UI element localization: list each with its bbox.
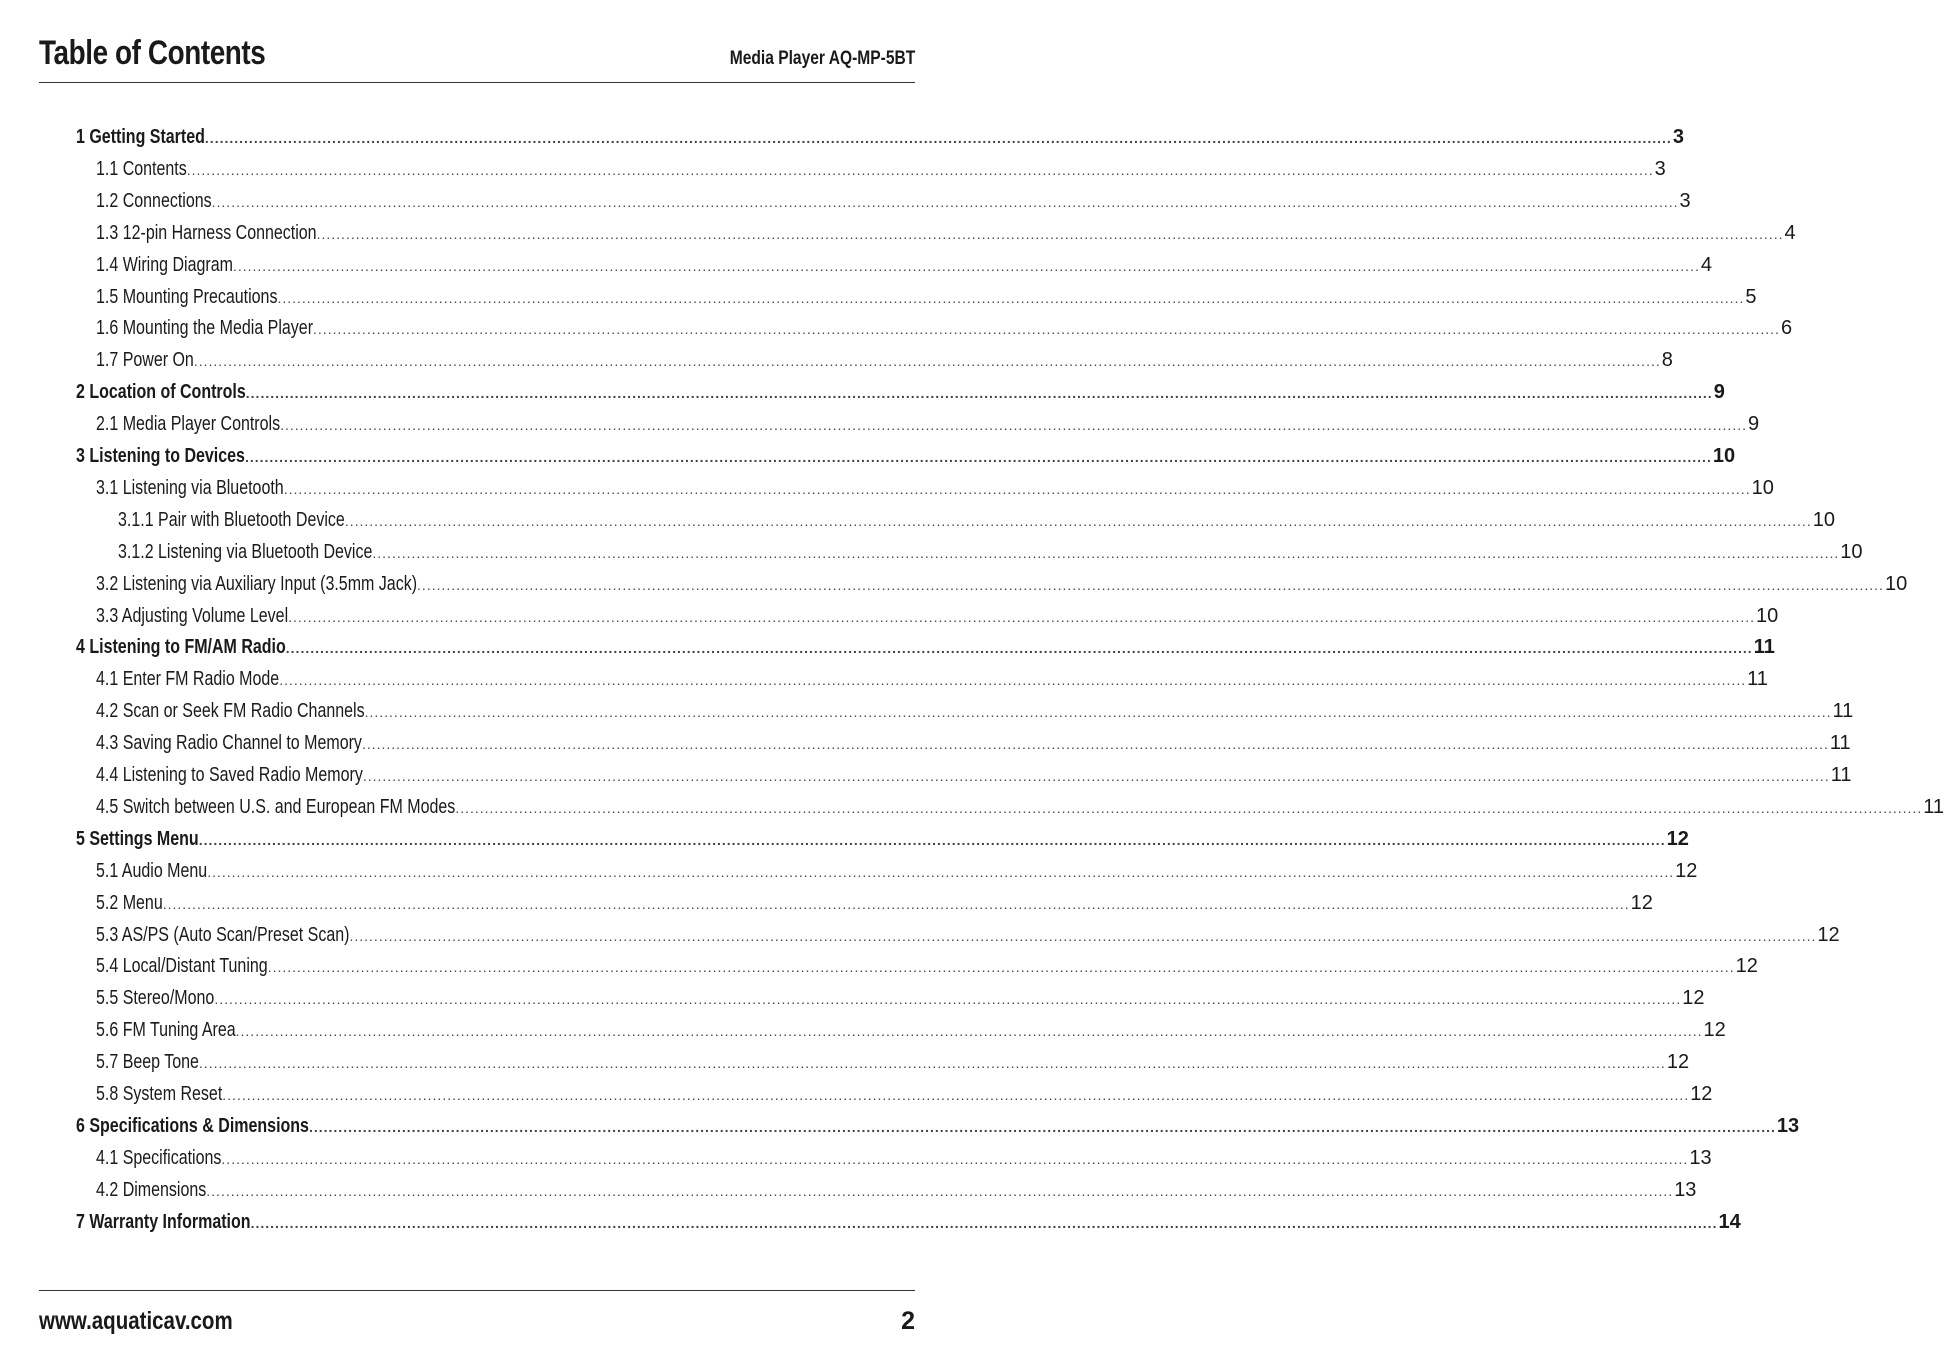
- toc-dot-leader: ............................................................................................................................................................................................................................................................................................................: [221, 1150, 1689, 1167]
- toc-dot-leader: ............................................................................................................................................................................................................................................................................................................: [364, 704, 1832, 721]
- toc-entry-page: 11: [1829, 732, 1851, 755]
- toc-entry-page: 12: [1675, 859, 1698, 882]
- product-name: Media Player AQ-MP-5BT: [729, 48, 915, 69]
- toc-entry[interactable]: [96, 791, 1944, 823]
- toc-entry-label: 4.2 Scan or Seek FM Radio Channels: [96, 700, 365, 723]
- toc-entry-label: 6 Specifications & Dimensions: [76, 1114, 309, 1137]
- toc-dot-leader: ............................................................................................................................................................................................................................................................................................................: [235, 1023, 1703, 1040]
- toc-dot-leader: ............................................................................................................................................................................................................................................................................................................: [313, 321, 1780, 338]
- toc-entry-label: 3 Listening to Devices: [76, 445, 245, 467]
- toc-entry-label: 5.3 AS/PS (Auto Scan/Preset Scan): [96, 923, 350, 946]
- toc-entry-label: 1 Getting Started: [76, 126, 205, 148]
- toc-entry-page: 6: [1780, 317, 1793, 340]
- toc-entry[interactable]: [76, 121, 1684, 153]
- toc-entry[interactable]: [118, 504, 1835, 536]
- toc-dot-leader: ............................................................................................................................................................................................................................................................................................................: [214, 991, 1682, 1008]
- toc-entry-label: 1.4 Wiring Diagram: [96, 253, 233, 276]
- toc-entry-page: 11: [1832, 700, 1854, 723]
- toc-entry-page: 11: [1830, 764, 1852, 786]
- toc-entry-label: 7 Warranty Information: [76, 1210, 251, 1233]
- toc-entry[interactable]: [96, 249, 1712, 281]
- toc-entry-page: 12: [1630, 891, 1653, 914]
- toc-entry[interactable]: [96, 1174, 1697, 1206]
- toc-entry-page: 12: [1817, 923, 1840, 946]
- toc-entry-label: 1.7 Power On: [96, 349, 194, 372]
- toc-entry-page: 13: [1674, 1178, 1697, 1201]
- toc-entry-page: 12: [1703, 1019, 1726, 1042]
- toc-dot-leader: ............................................................................................................................................................................................................................................................................................................: [285, 640, 1753, 657]
- toc-entry-label: 4.1 Enter FM Radio Mode: [96, 668, 280, 691]
- toc-dot-leader: ............................................................................................................................................................................................................................................................................................................: [344, 512, 1812, 529]
- toc-entry-page: 3: [1654, 157, 1666, 180]
- page-number: 2: [901, 1307, 915, 1335]
- toc-entry-label: 1.2 Connections: [96, 189, 212, 212]
- toc-entry-page: 12: [1666, 827, 1689, 850]
- page-footer: [39, 1290, 915, 1341]
- toc-entry[interactable]: [96, 663, 1768, 695]
- toc-entry[interactable]: [76, 1110, 1800, 1142]
- toc-entry-label: 5 Settings Menu: [76, 827, 199, 850]
- toc-entry-label: 1.1 Contents: [96, 157, 187, 180]
- toc-entry-label: 5.8 System Reset: [96, 1083, 223, 1105]
- toc-entry-page: 10: [1756, 604, 1779, 627]
- toc-dot-leader: ............................................................................................................................................................................................................................................................................................................: [193, 353, 1661, 370]
- toc-dot-leader: ............................................................................................................................................................................................................................................................................................................: [283, 480, 1751, 497]
- toc-entry-label: 5.5 Stereo/Mono: [96, 987, 215, 1010]
- toc-entry[interactable]: [96, 600, 1779, 632]
- toc-entry-label: 2 Location of Controls: [76, 381, 246, 404]
- toc-entry-label: 4.2 Dimensions: [96, 1178, 207, 1201]
- toc-entry-page: 3: [1672, 126, 1684, 148]
- toc-entry-page: 13: [1689, 1146, 1712, 1169]
- toc-entry[interactable]: [96, 1078, 1713, 1110]
- toc-entry[interactable]: [96, 472, 1774, 504]
- toc-entry[interactable]: [96, 312, 1793, 344]
- toc-dot-leader: ............................................................................................................................................................................................................................................................................................................: [207, 863, 1675, 880]
- toc-entry-page: 3: [1679, 189, 1691, 212]
- toc-dot-leader: ............................................................................................................................................................................................................................................................................................................: [362, 768, 1830, 784]
- toc-dot-leader: ............................................................................................................................................................................................................................................................................................................: [206, 1182, 1674, 1199]
- toc-entry[interactable]: [76, 1206, 1741, 1238]
- toc-entry-page: 4: [1700, 253, 1712, 276]
- toc-entry-label: 4.1 Specifications: [96, 1146, 222, 1169]
- toc-entry-page: 9: [1748, 413, 1760, 436]
- toc-entry-label: 4.5 Switch between U.S. and European FM Modes: [96, 795, 456, 818]
- toc-entry-page: 10: [1812, 508, 1835, 531]
- toc-entry-page: 11: [1923, 795, 1944, 818]
- toc-entry[interactable]: [96, 1142, 1712, 1174]
- toc-dot-leader: ............................................................................................................................................................................................................................................................................................................: [279, 672, 1747, 689]
- toc-dot-leader: ............................................................................................................................................................................................................................................................................................................: [245, 385, 1713, 402]
- toc-entry[interactable]: [76, 440, 1736, 472]
- toc-entry[interactable]: [96, 281, 1757, 313]
- toc-entry[interactable]: [96, 153, 1666, 185]
- toc-entry-page: 12: [1666, 1051, 1690, 1074]
- toc-entry-page: 10: [1751, 476, 1774, 499]
- toc-entry[interactable]: [118, 536, 1863, 568]
- toc-entry[interactable]: [96, 919, 1840, 951]
- toc-entry-page: 12: [1735, 955, 1758, 978]
- toc-dot-leader: ............................................................................................................................................................................................................................................................................................................: [222, 1087, 1690, 1103]
- toc-entry-page: 10: [1712, 445, 1736, 467]
- page-title: Table of Contents: [39, 34, 266, 72]
- toc-entry[interactable]: [96, 344, 1673, 376]
- toc-entry[interactable]: [76, 823, 1689, 855]
- toc-entry-page: 14: [1718, 1210, 1741, 1233]
- toc-entry-label: 4 Listening to FM/AM Radio: [76, 636, 286, 659]
- toc-entry-label: 5.4 Local/Distant Tuning: [96, 955, 268, 978]
- toc-entry-label: 2.1 Media Player Controls: [96, 413, 281, 436]
- toc-entry[interactable]: [96, 217, 1796, 249]
- toc-entry-label: 4.3 Saving Radio Channel to Memory: [96, 732, 362, 755]
- toc-entry-label: 3.2 Listening via Auxiliary Input (3.5mm Jack): [96, 572, 418, 595]
- toc-dot-leader: ............................................................................................................................................................................................................................................................................................................: [232, 257, 1700, 274]
- toc-entry[interactable]: [76, 631, 1775, 663]
- toc-entry-label: 3.1.1 Pair with Bluetooth Device: [118, 508, 345, 531]
- toc-dot-leader: ............................................................................................................................................................................................................................................................................................................: [211, 193, 1679, 210]
- toc-entry[interactable]: [96, 759, 1852, 791]
- toc-entry-label: 5.7 Beep Tone: [96, 1051, 199, 1074]
- toc-entry-label: 3.1 Listening via Bluetooth: [96, 476, 284, 499]
- toc-entry[interactable]: [96, 887, 1653, 919]
- toc-entry[interactable]: [96, 950, 1758, 982]
- toc-entry-page: 9: [1713, 381, 1725, 404]
- toc-dot-leader: ............................................................................................................................................................................................................................................................................................................: [267, 959, 1735, 976]
- toc-dot-leader: ............................................................................................................................................................................................................................................................................................................: [162, 895, 1630, 912]
- toc-dot-leader: ............................................................................................................................................................................................................................................................................................................: [455, 799, 1923, 816]
- toc-entry-label: 3.1.2 Listening via Bluetooth Device: [118, 540, 373, 563]
- toc-entry-label: 5.2 Menu: [96, 891, 163, 914]
- toc-entry[interactable]: [96, 1014, 1726, 1046]
- toc-entry-page: 11: [1753, 636, 1775, 659]
- toc-entry-page: 12: [1690, 1083, 1713, 1105]
- toc-entry-label: 1.3 12-pin Harness Connection: [96, 221, 317, 244]
- toc-entry-page: 10: [1884, 572, 1908, 595]
- toc-entry[interactable]: [96, 185, 1691, 217]
- toc-entry[interactable]: [96, 855, 1698, 887]
- toc-entry-label: 1.5 Mounting Precautions: [96, 285, 278, 308]
- toc-dot-leader: ............................................................................................................................................................................................................................................................................................................: [244, 449, 1712, 465]
- toc-entry-page: 4: [1784, 221, 1796, 244]
- toc-entry-label: 4.4 Listening to Saved Radio Memory: [96, 764, 363, 786]
- toc-entry[interactable]: [96, 695, 1854, 727]
- toc-entry-label: 5.6 FM Tuning Area: [96, 1019, 236, 1042]
- toc-dot-leader: ............................................................................................................................................................................................................................................................................................................: [277, 289, 1745, 306]
- toc-entry[interactable]: [96, 408, 1760, 440]
- toc-entry[interactable]: [96, 568, 1908, 600]
- toc-entry-page: 13: [1776, 1114, 1800, 1137]
- toc-dot-leader: ............................................................................................................................................................................................................................................................................................................: [204, 130, 1672, 146]
- toc-entry-page: 5: [1745, 285, 1757, 308]
- toc-dot-leader: ............................................................................................................................................................................................................................................................................................................: [198, 1055, 1666, 1072]
- website-link[interactable]: www.aquaticav.com: [39, 1307, 233, 1335]
- toc-dot-leader: ............................................................................................................................................................................................................................................................................................................: [308, 1118, 1776, 1135]
- toc-dot-leader: ............................................................................................................................................................................................................................................................................................................: [349, 927, 1817, 944]
- toc-entry[interactable]: [96, 727, 1851, 759]
- toc-entry-page: 8: [1661, 349, 1673, 372]
- toc-dot-leader: ............................................................................................................................................................................................................................................................................................................: [280, 417, 1747, 434]
- toc-entry[interactable]: [96, 1046, 1690, 1078]
- toc-entry[interactable]: [76, 376, 1725, 408]
- toc-dot-leader: ............................................................................................................................................................................................................................................................................................................: [417, 576, 1884, 593]
- toc-dot-leader: ............................................................................................................................................................................................................................................................................................................: [361, 736, 1829, 753]
- toc-dot-leader: ............................................................................................................................................................................................................................................................................................................: [250, 1214, 1718, 1231]
- toc-dot-leader: ............................................................................................................................................................................................................................................................................................................: [186, 161, 1654, 178]
- toc-entry-label: 3.3 Adjusting Volume Level: [96, 604, 289, 627]
- page-header: [39, 30, 915, 83]
- toc-dot-leader: ............................................................................................................................................................................................................................................................................................................: [198, 831, 1666, 848]
- toc-entry-page: 12: [1682, 987, 1705, 1010]
- toc-dot-leader: ............................................................................................................................................................................................................................................................................................................: [288, 608, 1756, 625]
- toc-dot-leader: ............................................................................................................................................................................................................................................................................................................: [372, 544, 1840, 561]
- toc-entry-label: 1.6 Mounting the Media Player: [96, 317, 314, 340]
- toc-entry[interactable]: [96, 982, 1705, 1014]
- toc-entry-page: 11: [1747, 668, 1768, 691]
- toc-entry-page: 10: [1840, 540, 1863, 563]
- toc-entry-label: 5.1 Audio Menu: [96, 859, 208, 882]
- toc-dot-leader: ............................................................................................................................................................................................................................................................................................................: [316, 225, 1784, 242]
